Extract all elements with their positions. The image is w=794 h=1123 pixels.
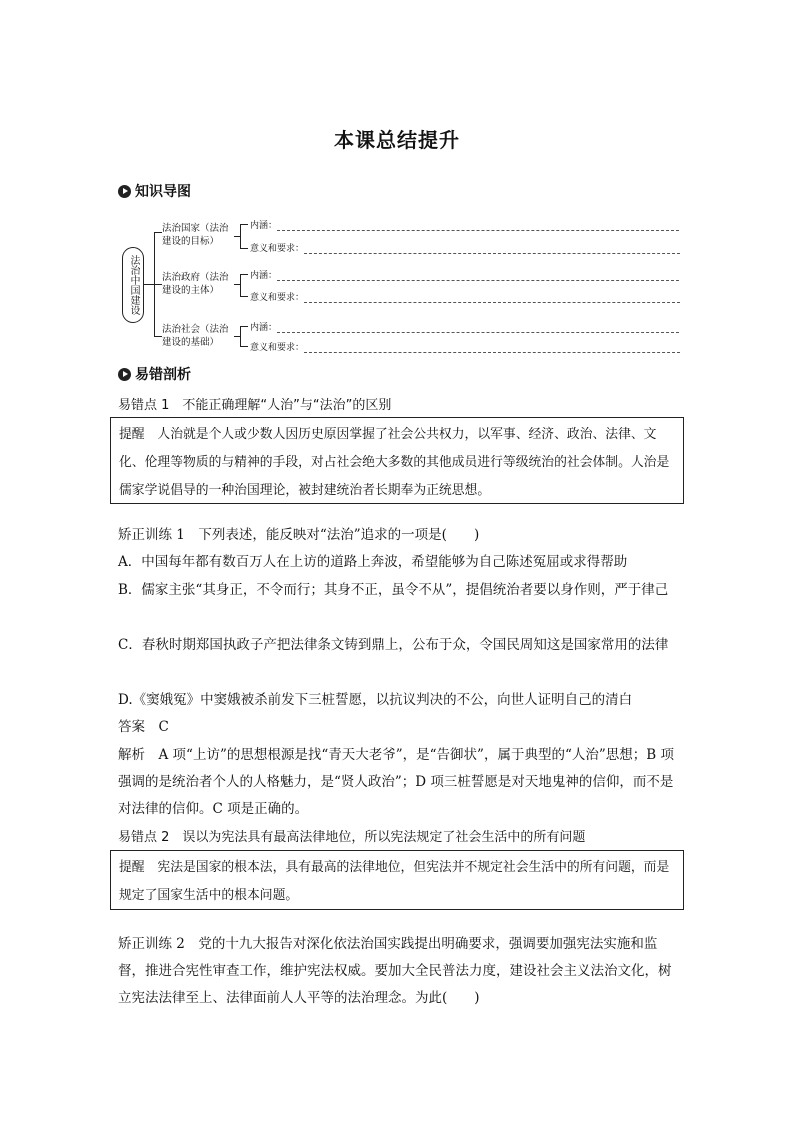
branch-rule-of-law-government: 法治政府（法治建设的主体）	[162, 272, 229, 296]
leaf-connotation: 内涵：	[250, 320, 679, 333]
play-triangle-icon	[118, 185, 131, 198]
mind-map	[118, 214, 688, 354]
branch-rule-of-law-society: 法治社会（法治建设的基础）	[162, 324, 229, 348]
question-1-stem: 矫正训练 1 下列表述，能反映对“法治”追求的一项是( )	[118, 527, 480, 543]
question-1-analysis: 解析 A 项“上访”的思想根源是找“青天大老爷”，是“告御状”，属于典型的“人治”思想；B 项强调的是统治者个人的人格魅力，是“贤人政治”；D 项三桩誓愿是对天地鬼神的信仰，而不是对法律的信仰。C 项是正确的。	[118, 747, 674, 817]
section-error-analysis	[118, 364, 191, 384]
section-label: 易错剖析	[135, 367, 191, 383]
leaf-connotation: 内涵：	[250, 268, 679, 281]
section-label: 知识导图	[135, 184, 191, 200]
question-1-option-d: D.《窦娥冤》中窦娥被杀前发下三桩誓愿，以抗议判决的不公，向世人证明自己的清白	[118, 692, 633, 708]
section-knowledge-map	[118, 181, 191, 201]
question-1-option-a: A．中国每年都有数百万人在上访的道路上奔波，希望能够为自己陈述冤屈或求得帮助	[118, 554, 628, 570]
error-point-2-tip: 提醒 宪法是国家的根本法，具有最高的法律地位，但宪法并不规定社会生活中的所有问题，而是规定了国家生活中的根本问题。	[110, 850, 684, 910]
leaf-significance: 意义和要求：	[250, 241, 680, 254]
branch-rule-of-law-country: 法治国家（法治建设的目标）	[162, 223, 229, 247]
play-triangle-icon	[118, 368, 131, 381]
mind-map-root: 法治中国建设	[122, 247, 144, 323]
question-1-option-b: B．儒家主张“其身正，不令而行；其身不正，虽令不从”，提倡统治者要以身作则，严于律己	[118, 582, 669, 598]
page-title: 本课总结提升	[334, 128, 460, 152]
question-2-stem: 矫正训练 2 党的十九大报告对深化依法治国实践提出明确要求，强调要加强宪法实施和监督，推进合宪性审查工作，维护宪法权威。要加大全民普法力度，建设社会主义法治文化，树立宪法法律至上、法律面前人人平等的法治理念。为此( )	[118, 936, 672, 1006]
question-1-option-c: C．春秋时期郑国执政子产把法律条文铸到鼎上，公布于众，令国民周知这是国家常用的法律	[118, 637, 669, 653]
leaf-significance: 意义和要求：	[250, 340, 680, 353]
question-1-answer: 答案 C	[118, 719, 169, 735]
leaf-connotation: 内涵：	[250, 218, 679, 231]
error-point-2-title: 易错点 2 误以为宪法具有最高法律地位，所以宪法规定了社会生活中的所有问题	[118, 830, 586, 845]
leaf-significance: 意义和要求：	[250, 290, 680, 303]
error-point-1-title: 易错点 1 不能正确理解“人治”与“法治”的区别	[118, 398, 392, 413]
error-point-1-tip: 提醒 人治就是个人或少数人因历史原因掌握了社会公共权力，以军事、经济、政治、法律、文化、伦理等物质的与精神的手段，对占社会绝大多数的其他成员进行等级统治的社会体制。人治是儒家学说倡导的一种治国理论，被封建统治者长期奉为正统思想。	[110, 417, 684, 504]
